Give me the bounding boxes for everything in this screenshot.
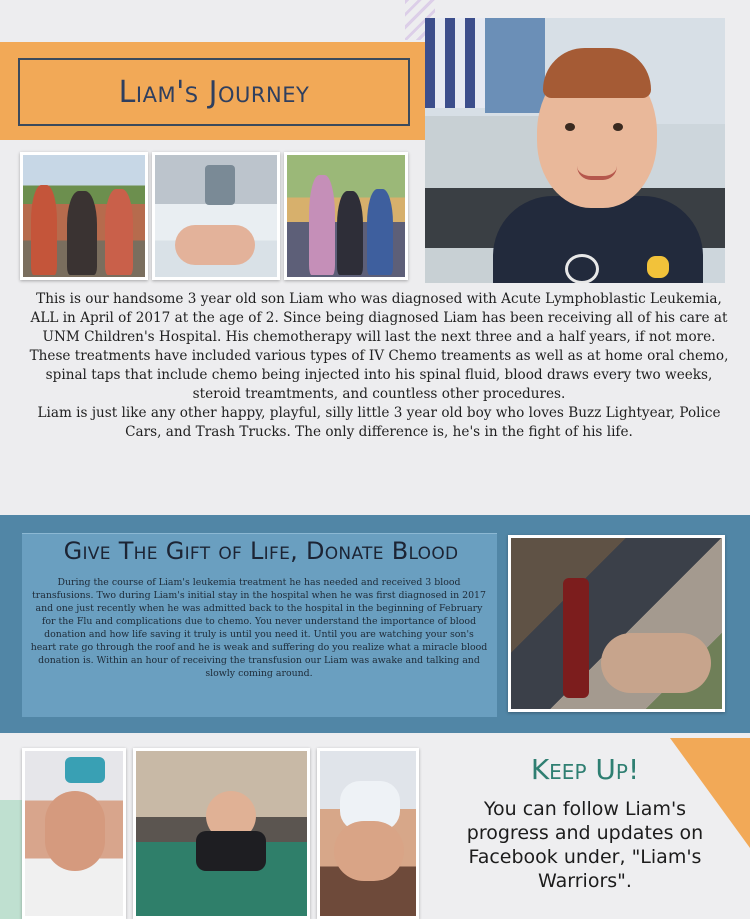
story-text	[28, 290, 730, 442]
hospital-photo	[22, 748, 126, 919]
photo-eye	[613, 123, 623, 131]
donate-heading: Give The Gift of Life, Donate Blood	[63, 537, 459, 565]
photo-hair	[543, 48, 651, 98]
page-title: Liam's Journey	[118, 74, 310, 110]
keep-up-text: You can follow Liam's progress and updates on Facebook under, "Liam's Warriors".	[466, 798, 704, 892]
photo-figure	[45, 791, 105, 871]
hospital-bed-photo	[133, 748, 310, 919]
decorative-accent	[0, 800, 24, 919]
photo-figure	[196, 831, 266, 871]
sleeping-photo	[317, 748, 419, 919]
siblings-photo	[284, 152, 408, 280]
donate-text: During the course of Liam's leukemia treatment he has needed and received 3 blood transfusions. Two during Liam's initial stay in the hospital when he was first diagnosed in 2017 and one just recently when he was admitted back to the hospital in the beginning of February for the Flu and complications due to chemo. You never understand the importance of blood donation and how life saving it truly is until you need it. Until you are watching your son's heart rate go through the roof and he is weak and suffering do you realize what a miracle blood donation is. Within an hour of receiving the transfusion our Liam was awake and talking and slowly coming around.	[30, 577, 488, 679]
photo-shirt-print	[565, 254, 599, 283]
photo-figure	[367, 189, 393, 275]
blood-bag	[563, 578, 589, 698]
photo-figure	[67, 191, 97, 275]
photo-figure	[105, 189, 133, 275]
photo-equipment	[205, 165, 235, 205]
title-box	[18, 58, 410, 126]
portrait-photo	[425, 18, 725, 283]
hospital-bed-photo	[152, 152, 280, 280]
photo-figure	[334, 821, 404, 881]
story-paragraph: This is our handsome 3 year old son Liam who was diagnosed with Acute Lymphoblastic Leukemia, ALL in April of 2017 at the age of 2. Since being diagnosed Liam has been receiving all of his care at UNM Children's Hospital. His chemotherapy will last the next three and a half years, if not more. These treatments have included various types of IV Chemo treaments as well as at home oral chemo, spinal taps that include chemo being injected into his spinal fluid, blood draws every two weeks, steroid treamtments, and countless other procedures.	[29, 291, 729, 402]
photo-figure	[175, 225, 255, 265]
photo-figure	[31, 185, 57, 275]
photo-figure	[337, 191, 363, 275]
photo-figure	[309, 175, 335, 275]
story-paragraph: Liam is just like any other happy, playful, silly little 3 year old boy who loves Buzz Lightyear, Police Cars, and Trash Trucks. The only difference is, he's in the fight of his life.	[37, 405, 721, 440]
photo-shirt-print	[647, 256, 669, 278]
photo-background	[485, 18, 545, 113]
photo-equipment	[65, 757, 105, 783]
transfusion-photo	[508, 535, 725, 712]
photo-figure	[601, 633, 711, 693]
keep-up-heading: Keep Up!	[530, 753, 640, 786]
family-photo	[20, 152, 148, 280]
photo-eye	[565, 123, 575, 131]
